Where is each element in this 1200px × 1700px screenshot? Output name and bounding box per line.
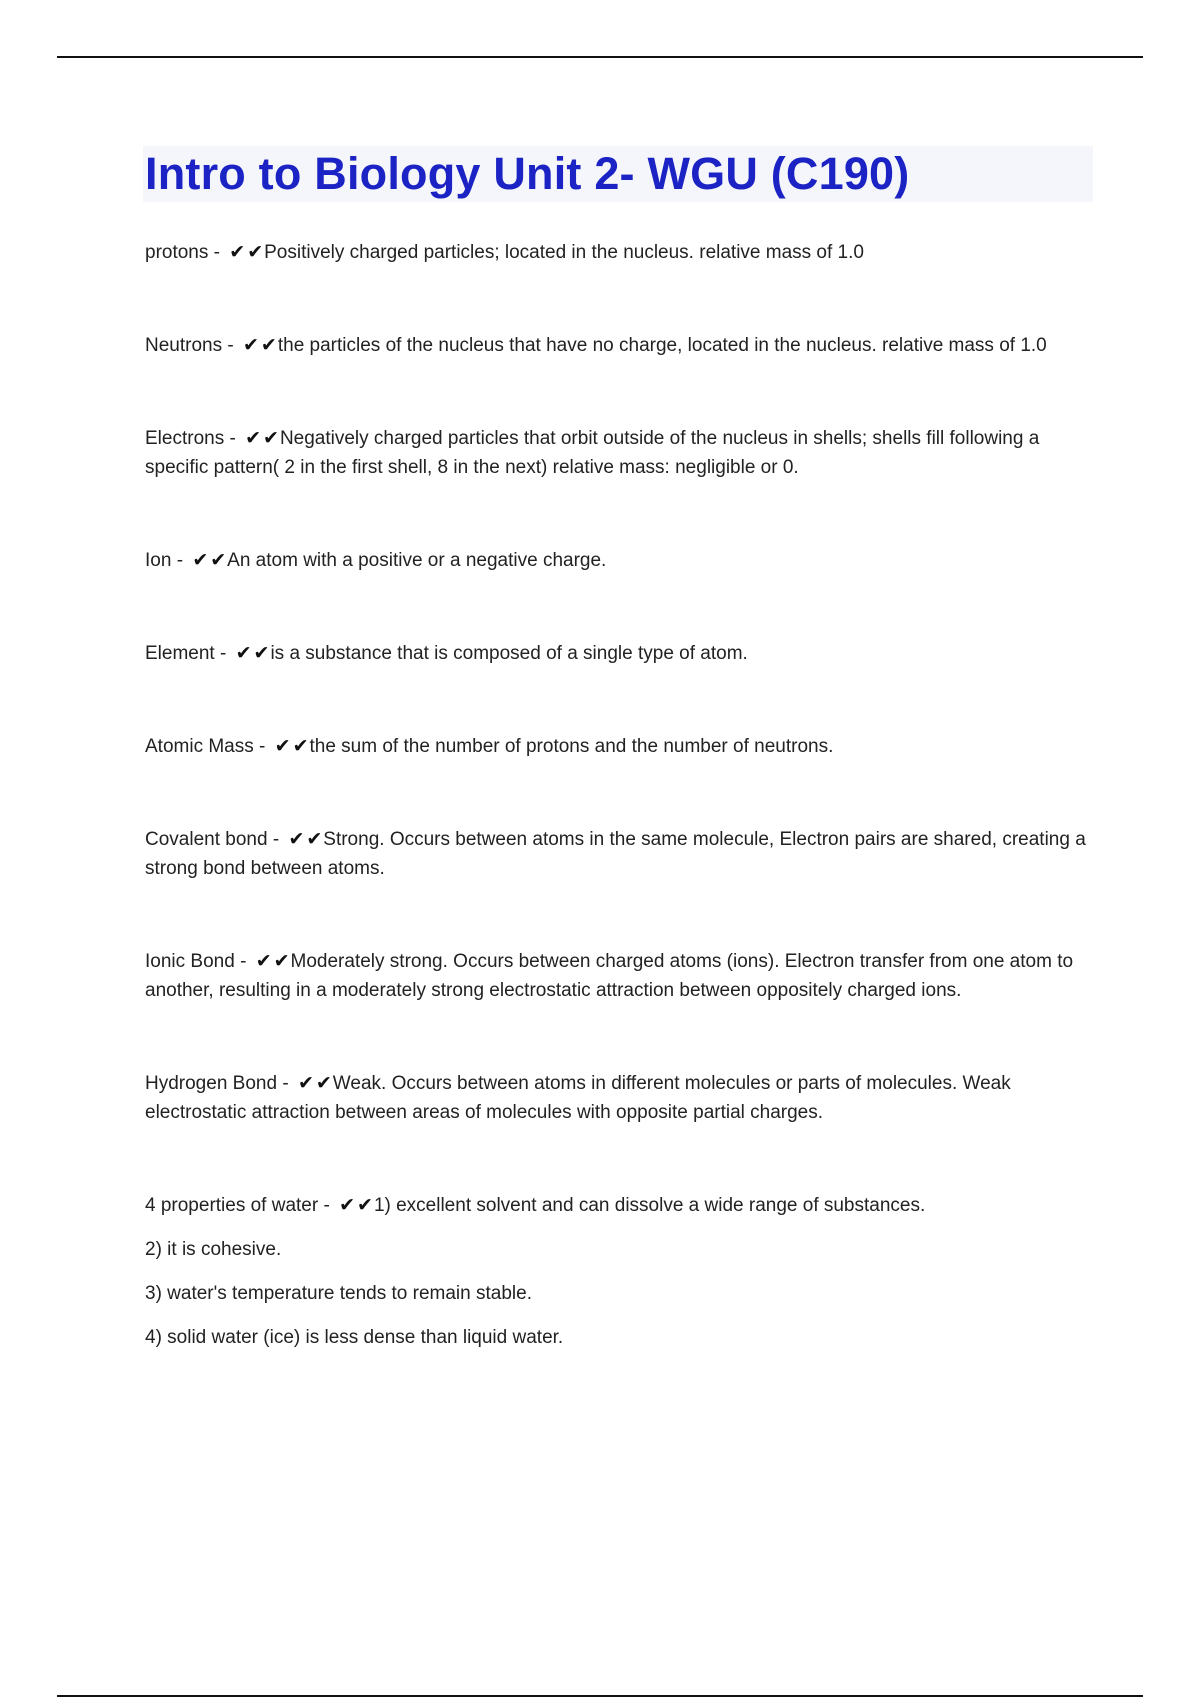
definition: Strong. Occurs between atoms in the same molecule, Electron pairs are shared, creating a strong bond between atoms. xyxy=(145,829,1086,879)
check-icon: ✔ xyxy=(288,828,305,850)
definition: the particles of the nucleus that have no charge, located in the nucleus. relative mass of 1.0 xyxy=(277,335,1047,356)
flashcard-entry: Neutrons - ✔ ✔the particles of the nucleus that have no charge, located in the nucleus. relative mass of 1.0 xyxy=(145,334,1047,356)
check-icon: ✔ xyxy=(253,642,270,664)
flashcard-entry: Atomic Mass - ✔ ✔the sum of the number of protons and the number of neutrons. xyxy=(145,735,834,757)
term: Electrons xyxy=(145,428,225,449)
term: Ionic Bond xyxy=(145,951,235,972)
document-title: Intro to Biology Unit 2- WGU (C190) xyxy=(145,148,910,199)
check-icon: ✔ xyxy=(243,334,259,356)
flashcard-entry: Electrons - ✔ ✔Negatively charged particles that orbit outside of the nucleus in shells; shells fill following a specific pattern( 2 in the first shell, 8 in the next) relative mass: negligible or 0. xyxy=(145,427,1040,478)
check-icon: ✔ xyxy=(297,1072,314,1094)
term: protons xyxy=(145,242,209,263)
check-icon: ✔ xyxy=(210,549,227,571)
definition: is a substance that is composed of a single type of atom. xyxy=(270,643,748,664)
bottom-rule xyxy=(57,1695,1143,1697)
flashcard-entry: Covalent bond - ✔ ✔Strong. Occurs between atoms in the same molecule, Electron pairs are shared, creating a strong bond between atoms. xyxy=(145,828,1086,879)
definition: Moderately strong. Occurs between charged atoms (ions). Electron transfer from one atom to another, resulting in a moderately strong electrostatic attraction between oppositely charged ions. xyxy=(145,951,1074,1001)
definition: Positively charged particles; located in the nucleus. relative mass of 1.0 xyxy=(264,242,864,263)
top-rule xyxy=(57,56,1143,58)
term: Atomic Mass xyxy=(145,736,254,757)
title-band xyxy=(143,146,1093,202)
water-property: 3) water's temperature tends to remain stable. xyxy=(145,1283,532,1304)
term: Hydrogen Bond xyxy=(145,1073,278,1094)
term: Neutrons xyxy=(145,335,223,356)
check-icon: ✔ xyxy=(315,1072,332,1094)
flashcard-entry: Element - ✔ ✔is a substance that is composed of a single type of atom. xyxy=(145,642,748,664)
check-icon: ✔ xyxy=(292,735,309,757)
flashcard-entry: Hydrogen Bond - ✔ ✔Weak. Occurs between atoms in different molecules or parts of molecules. Weak electrostatic attraction between areas of molecules with opposite partial charges. xyxy=(145,1072,1011,1123)
check-icon: ✔ xyxy=(260,334,277,356)
term: 4 properties of water xyxy=(145,1195,319,1216)
check-icon: ✔ xyxy=(255,950,272,972)
definition: the sum of the number of protons and the number of neutrons. xyxy=(309,736,834,757)
check-icon: ✔ xyxy=(357,1194,373,1216)
check-icon: ✔ xyxy=(306,828,323,850)
check-icon: ✔ xyxy=(229,241,246,263)
flashcard-entry: Ion - ✔ ✔An atom with a positive or a negative charge. xyxy=(145,549,607,571)
definition: 1) excellent solvent and can dissolve a wide range of substances. xyxy=(373,1195,926,1216)
definition: An atom with a positive or a negative charge. xyxy=(227,550,607,571)
flashcard-list xyxy=(145,238,1093,1352)
document-body xyxy=(145,146,1093,1352)
water-property: 4) solid water (ice) is less dense than liquid water. xyxy=(145,1327,564,1348)
flashcard-entry: Ionic Bond - ✔ ✔Moderately strong. Occurs between charged atoms (ions). Electron transfer from one atom to another, resulting in a moderately strong electrostatic attraction between oppositely charged ions. xyxy=(145,950,1074,1001)
term: Element xyxy=(145,643,215,664)
definition: Negatively charged particles that orbit outside of the nucleus in shells; shells fill following a specific pattern( 2 in the first shell, 8 in the next) relative mass: negligible or 0. xyxy=(145,428,1040,478)
check-icon: ✔ xyxy=(245,427,262,449)
flashcard-entry: 4 properties of water - ✔ ✔1) excellent solvent and can dissolve a wide range of substances. 2) it is cohesive. 3) water's temperature tends to remain stable. 4) solid water (ice) is less dense than liquid water. xyxy=(145,1191,1093,1352)
check-icon: ✔ xyxy=(263,427,279,449)
check-icon: ✔ xyxy=(235,642,252,664)
term: Covalent bond xyxy=(145,829,268,850)
definition: Weak. Occurs between atoms in different molecules or parts of molecules. Weak electrostatic attraction between areas of molecules with opposite partial charges. xyxy=(145,1073,1011,1123)
flashcard-entry: protons - ✔ ✔Positively charged particles; located in the nucleus. relative mass of 1.0 xyxy=(145,241,864,263)
term: Ion xyxy=(145,550,172,571)
check-icon: ✔ xyxy=(247,241,264,263)
water-property: 2) it is cohesive. xyxy=(145,1239,282,1260)
check-icon: ✔ xyxy=(339,1194,356,1216)
check-icon: ✔ xyxy=(274,735,291,757)
check-icon: ✔ xyxy=(273,950,290,972)
check-icon: ✔ xyxy=(192,549,209,571)
